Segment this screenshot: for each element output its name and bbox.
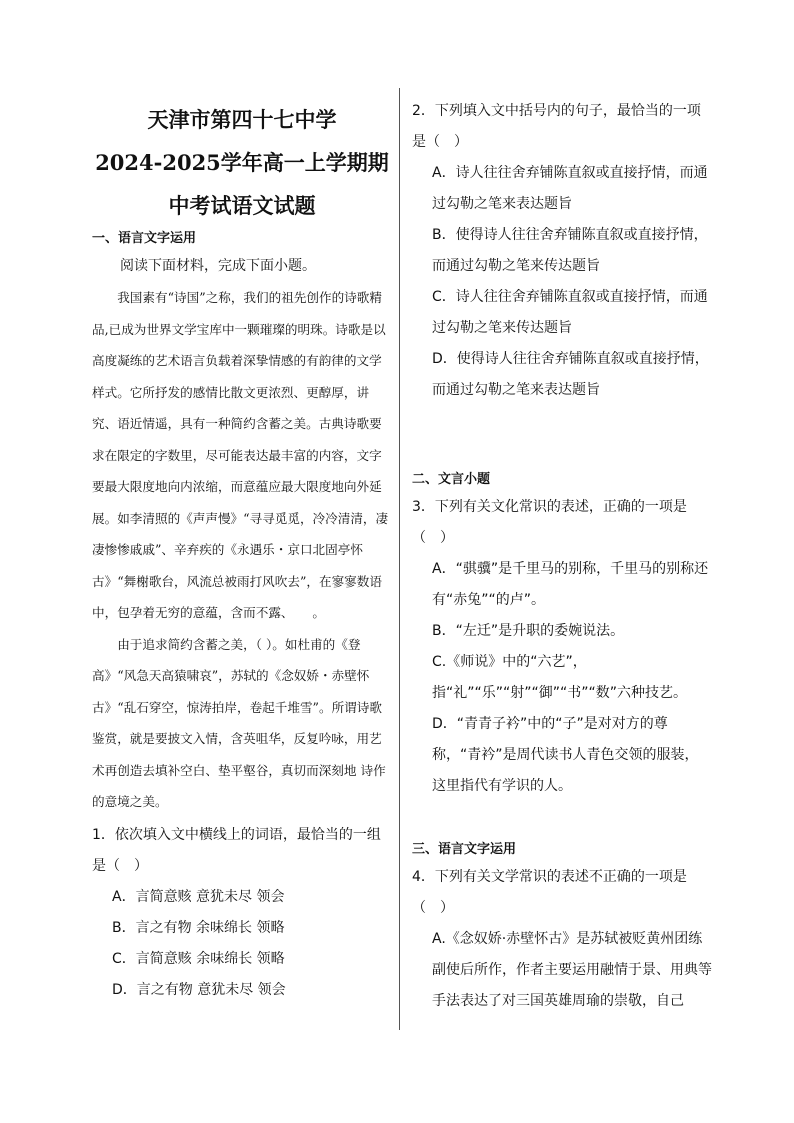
passage-paragraph-2: 由于追求简约含蓄之美，（ ）。如杜甫的《登高》“风急天高猿啸哀”，苏轼的《念奴娇・赤壁怀古》“乱石穿空，惊涛拍岸，卷起千堆雪”。所谓诗歌鉴赏，就是要披文入情，含英咀华，反复吟咏，用艺术再创造去填补空白、垫平壑谷，真切而深刻地 诗作的意境之美。 (92, 636, 386, 809)
passage-paragraph-1: 我国素有“诗国”之称，我们的祖先创作的诗歌精品,已成为世界文学宝库中一颗璀璨的明珠。诗歌是以高度凝练的艺术语言负载着深挚情感的有韵律的文学样式。它所抒发的感情比散文更浓烈、更醇厚，讲究、语近情遥，具有一种简约含蓄之美。古典诗歌要求在限定的字数里，尽可能表达最丰富的内容，文字要最大限度地向内浓缩，而意蕴应最大限度地向外延展。如李清照的《声声慢》“寻寻觅觅，冷冷清清，凄凄惨惨戚戚”、辛弃疾的《永遇乐・京口北固亭怀古》“舞榭歌台，风流总被雨打风吹去”，在寥寥数语中，包孕着无穷的意蕴，含而不露、 。 (92, 290, 389, 620)
title-line-2: 2024-2025学年高一上学期期 (95, 150, 389, 175)
question-3-stem: 3．下列有关文化常识的表述，正确的一项是（ ） (412, 499, 687, 546)
question-4-stem: 4．下列有关文学常识的表述不正确的一项是（ ） (412, 869, 687, 916)
question-1-option-c[interactable]: C．言简意赅 余味绵长 领略 (112, 950, 285, 967)
left-column (92, 98, 392, 1006)
question-3-option-d[interactable]: D．“青青子衿”中的“子”是对对方的尊称，“青衿”是周代读书人青色交领的服装，这里指代有学识的人。 (432, 716, 699, 794)
right-column (412, 98, 712, 1017)
question-2-stem: 2．下列填入文中括号内的句子，最恰当的一项是（ ） (412, 103, 701, 150)
spacer (412, 406, 712, 468)
section-heading-1: 一、语言文字运用 (92, 231, 197, 246)
question-2-option-c[interactable]: C．诗人往往舍弃铺陈直叙或直接抒情，而通过勾勒之笔来传达题旨 (432, 289, 708, 336)
question-1-option-b[interactable]: B．言之有物 余味绵长 领略 (112, 919, 285, 936)
question-2-option-b[interactable]: B．使得诗人往往舍弃铺陈直叙或直接抒情，而通过勾勒之笔来传达题旨 (432, 227, 708, 274)
question-2-option-d[interactable]: D．使得诗人往往舍弃铺陈直叙或直接抒情，而通过勾勒之笔来表达题旨 (432, 351, 709, 398)
reading-intro: 阅读下面材料，完成下面小题。 (120, 258, 316, 274)
spacer (412, 802, 712, 838)
question-1-option-a[interactable]: A．言简意赅 意犹未尽 领会 (112, 888, 285, 905)
section-heading-3: 三、语言文字运用 (412, 842, 517, 857)
question-1-option-d[interactable]: D．言之有物 意犹未尽 领会 (112, 981, 286, 998)
question-1-stem: 1．依次填入文中横线上的词语，最恰当的一组是（ ） (92, 826, 381, 874)
title-line-1: 天津市第四十七中学 (147, 107, 337, 132)
title-line-3: 中考试语文试题 (168, 193, 316, 218)
question-3-option-a[interactable]: A．“骐骥”是千里马的别称，千里马的别称还有“赤兔”“的卢”。 (432, 561, 709, 608)
question-3-option-b[interactable]: B．“左迁”是升职的委婉说法。 (432, 623, 625, 639)
question-4-option-a[interactable]: A.《念奴娇·赤壁怀古》是苏轼被贬黄州团练副使后所作，作者主要运用融情于景、用典等手法表达了对三国英雄周瑜的崇敬，自己 (432, 931, 712, 1009)
question-2-option-a[interactable]: A．诗人往往舍弃铺陈直叙或直接抒情，而通过勾勒之笔来表达题旨 (432, 165, 708, 212)
column-divider (399, 88, 400, 1030)
question-3-option-c[interactable]: C.《师说》中的“六艺”，指“礼”“乐”“射”“御”“书”“数”六种技艺。 (432, 654, 688, 701)
section-heading-2: 二、文言小题 (412, 472, 491, 487)
